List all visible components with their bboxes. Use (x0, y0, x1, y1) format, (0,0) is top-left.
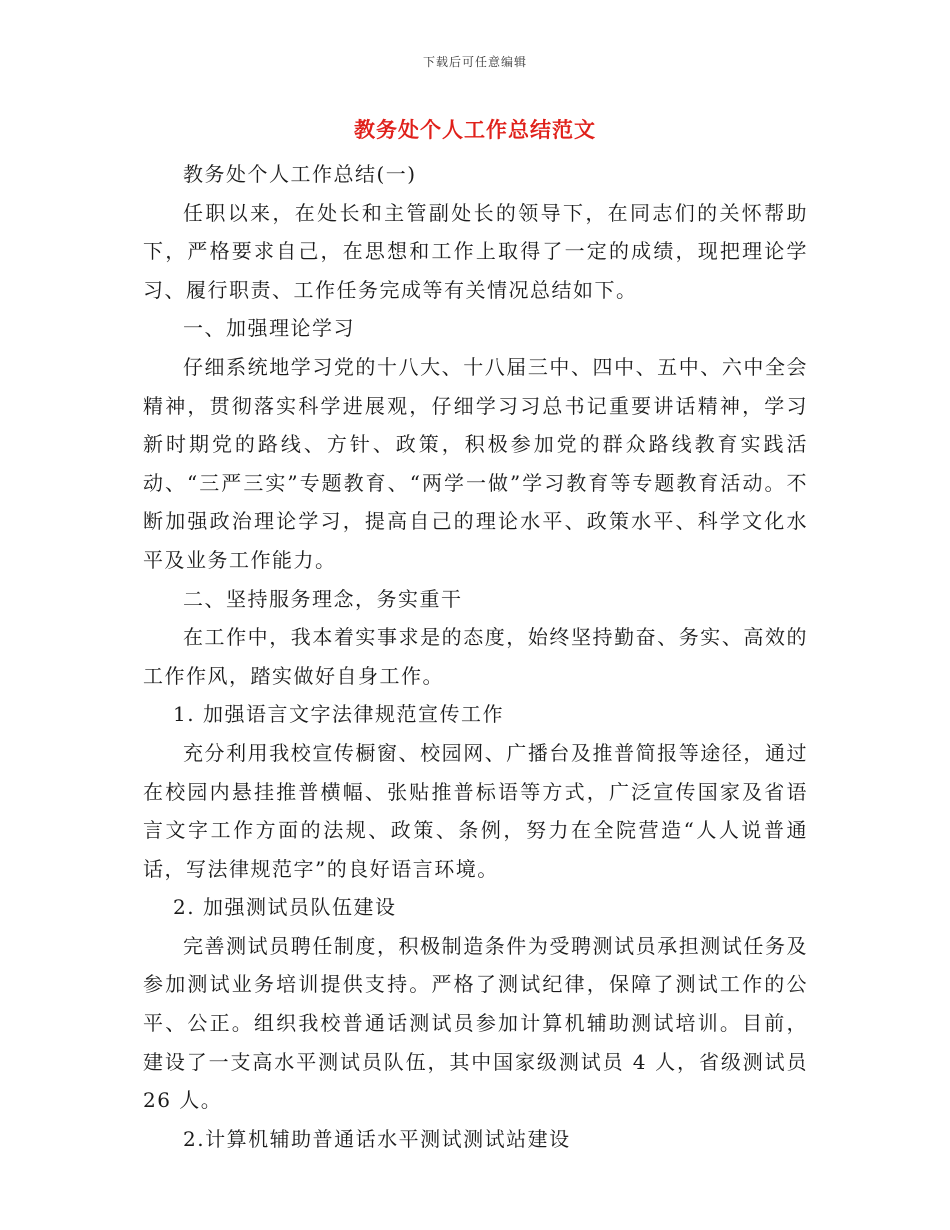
subheading-tester-team: 2. 加强测试员队伍建设 (173, 895, 397, 920)
service-paragraph: 在工作中，我本着实事求是的态度，始终坚持勤奋、务实、高效的工作作风，踏实做好自身工作。 (143, 625, 808, 688)
language-law-paragraph: 充分利用我校宣传橱窗、校园网、广播台及推普简报等途径，通过在校园内悬挂推普横幅、张贴推普标语等方式，广泛宣传国家及省语言文字工作方面的法规、政策、条例，努力在全院营造“人人说普通话，写法律规范字”的良好语言环境。 (143, 740, 808, 881)
section-heading-summary: 教务处个人工作总结(一) (183, 162, 417, 186)
intro-paragraph: 任职以来，在处长和主管副处长的领导下，在同志们的关怀帮助下，严格要求自己，在思想和工作上取得了一定的成绩，现把理论学习、履行职责、工作任务完成等有关情况总结如下。 (143, 200, 808, 302)
document-body (143, 155, 808, 1158)
section-heading-service: 二、坚持服务理念，务实重干 (183, 586, 463, 611)
theory-paragraph: 仔细系统地学习党的十八大、十八届三中、四中、五中、六中全会精神，贯彻落实科学进展观，仔细学习习总书记重要讲话精神，学习新时期党的路线、方针、政策，积极参加党的群众路线教育实践活动、“三严三实”专题教育、“两学一做”学习教育等专题教育活动。不断加强政治理论学习，提高自己的理论水平、政策水平、科学文化水平及业务工作能力。 (143, 354, 808, 572)
document-title: 教务处个人工作总结范文 (354, 117, 596, 142)
tester-team-paragraph: 完善测试员聘任制度，积极制造条件为受聘测试员承担测试任务及参加测试业务培训提供支持。严格了测试纪律，保障了测试工作的公平、公正。组织我校普通话测试员参加计算机辅助测试培训。目前，建设了一支高水平测试员队伍，其中国家级测试员 4 人，省级测试员 26 人。 (143, 933, 808, 1113)
section-heading-theory: 一、加强理论学习 (183, 316, 355, 341)
header-note: 下载后可任意编辑 (422, 55, 527, 69)
subheading-computer-test-station: 2.计算机辅助普通话水平测试测试站建设 (183, 1126, 571, 1151)
subheading-language-law: 1. 加强语言文字法律规范宣传工作 (173, 702, 504, 727)
